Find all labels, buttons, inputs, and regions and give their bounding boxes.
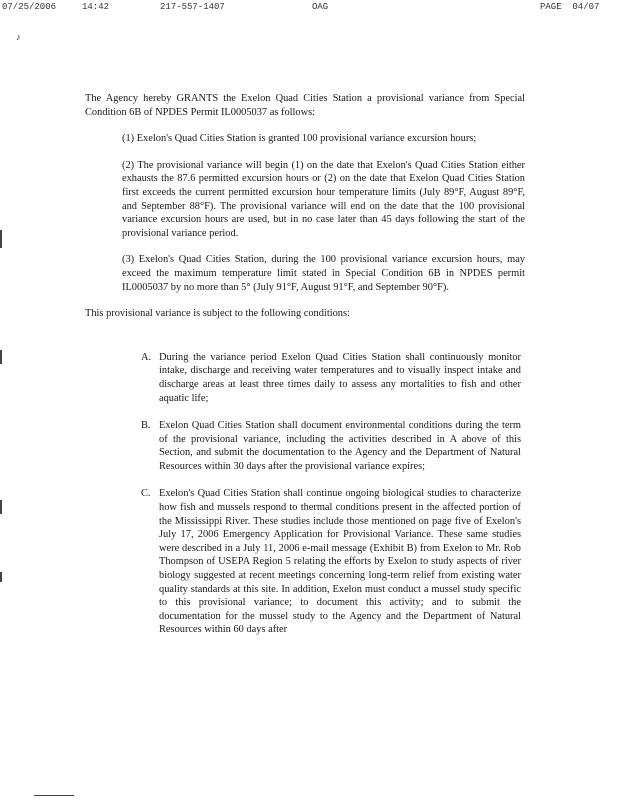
variance-term-2: (2) The provisional variance will begin (1) on the date that Exelon's Quad Cities Station either exhausts the 87.6 permitted excursion hours or (2) on the date that Exelon Quad Cities Station first exceeds the current permitted excursion hour temperature limits (July 89°F, August 89°F, and September 88°F). The provisional variance will end on the date that the 100 provisional variance excursion hours are used, but in no case later than 45 days following the start of the provisional variance period. bbox=[122, 159, 525, 239]
page-footer-rule bbox=[34, 795, 74, 796]
fax-sender: OAG bbox=[312, 2, 329, 12]
fax-page-number: PAGE 04/07 bbox=[540, 2, 600, 12]
condition-text: Exelon Quad Cities Station shall document environmental conditions during the term of the provisional variance, including the activities described in A above of this Section, and submit the documentation to the Agency and the Department of Natural Resources within 30 days after the provisional variance expires; bbox=[159, 420, 521, 472]
scan-edge-mark bbox=[0, 500, 2, 514]
fax-phone: 217-557-1407 bbox=[160, 2, 225, 12]
scan-edge-mark bbox=[0, 572, 2, 582]
condition-letter: C. bbox=[141, 488, 151, 500]
condition-text: During the variance period Exelon Quad Cities Station shall continuously monitor intake, discharge and receiving water temperatures and to visually inspect intake and discharge areas at least three times daily to assess any mortalities to fish and other aquatic life; bbox=[159, 351, 521, 404]
variance-term-3: (3) Exelon's Quad Cities Station, during the 100 provisional variance excursion hours, may exceed the maximum temperature limit stated in Special Condition 6B in NPDES permit IL0005037 by no more than 5° (July 91°F, August 91°F, and September 90°F). bbox=[122, 254, 525, 293]
scan-edge-mark bbox=[0, 230, 2, 248]
condition-b bbox=[141, 419, 521, 473]
condition-a bbox=[141, 351, 521, 405]
fax-date: 07/25/2006 bbox=[2, 2, 57, 12]
fax-header bbox=[0, 0, 619, 16]
intro-paragraph: The Agency hereby GRANTS the Exelon Quad Cities Station a provisional variance from Special Condition 6B of NPDES Permit IL0005037 as follows: bbox=[85, 93, 525, 118]
variance-term-1: (1) Exelon's Quad Cities Station is granted 100 provisional variance excursion hours; bbox=[122, 133, 477, 145]
condition-c bbox=[141, 487, 521, 637]
fax-time: 14:42 bbox=[82, 2, 110, 12]
condition-letter: A. bbox=[141, 351, 152, 363]
condition-text: Exelon's Quad Cities Station shall continue ongoing biological studies to characterize how fish and mussels respond to thermal conditions present in the affected portion of the Mississippi River. These studies include those mentioned on page five of Exelon's July 17, 2006 Emergency Application for Provisional Variance. These same studies were described in a July 11, 2006 e-mail message (Exhibit B) from Exelon to Mr. Rob Thompson of USEPA Region 5 relating the efforts by Exelon to study aspects of river biology suggested at recent meetings concerning long-term relief from existing water quality standards at this site. In addition, Exelon must conduct a mussel study specific to this provisional variance; to document this activity; and to submit the documentation for the mussel study to the Agency and the Department of Natural Resources within 60 days after bbox=[159, 488, 521, 636]
corner-mark: ♪ bbox=[16, 32, 21, 42]
document-body bbox=[85, 92, 525, 651]
condition-letter: B. bbox=[141, 420, 151, 432]
scan-edge-mark bbox=[0, 350, 2, 364]
conditions-intro: This provisional variance is subject to the following conditions: bbox=[85, 308, 350, 320]
